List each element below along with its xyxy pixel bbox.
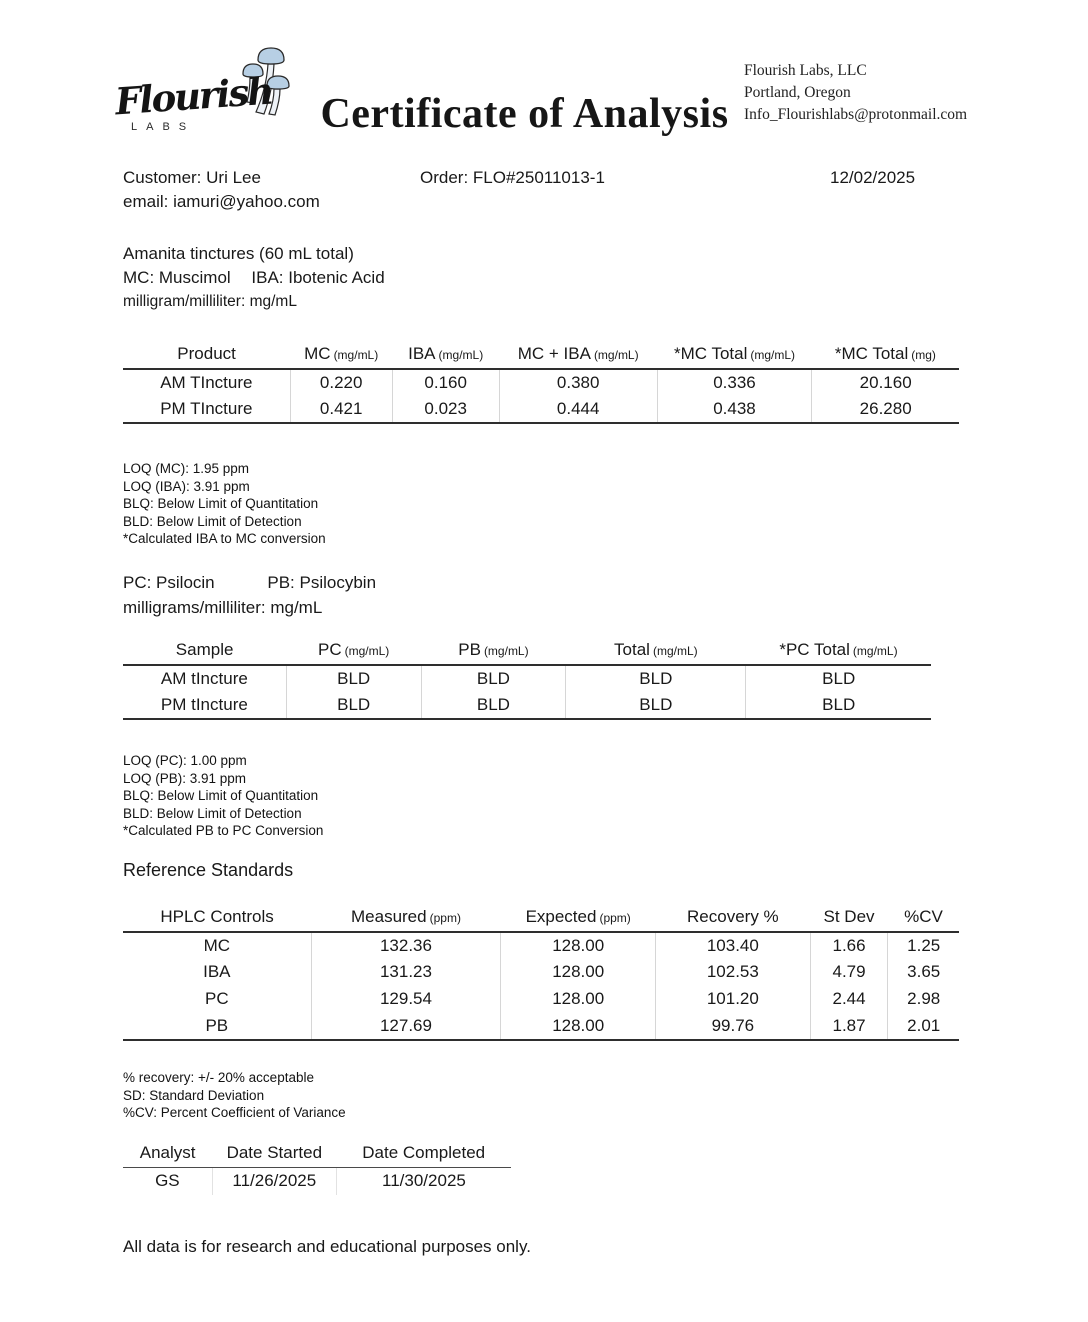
customer-name: Customer: Uri Lee (123, 168, 261, 187)
table-cell: PC (204, 989, 229, 1009)
table-cell: 128.00 (501, 1013, 656, 1040)
table-cell: PM tIncture (123, 692, 286, 719)
lab-email: Info_Flourishlabs@protonmail.com (744, 106, 968, 123)
iba-abbreviation: IBA: Ibotenic Acid (251, 268, 385, 287)
logo-brand-text: Flourish (113, 68, 274, 124)
table-header-row (123, 340, 959, 369)
psilocybin-intro (123, 570, 958, 620)
units-note: milligrams/milliliter: mg/mL (123, 597, 323, 617)
table-cell: 129.54 (311, 986, 501, 1013)
psilocybin-results-table (123, 636, 931, 720)
column-header: Sample (123, 636, 286, 665)
table-header-row (123, 1140, 511, 1168)
cv-note: %CV: Percent Coefficient of Variance (123, 1105, 346, 1121)
table-cell: 0.220 (290, 369, 392, 396)
lab-contact-block (744, 58, 968, 126)
table-cell: 0.336 (657, 369, 812, 396)
loq-note: *Calculated IBA to MC conversion (123, 531, 326, 547)
abbreviation-key (123, 570, 958, 595)
column-header: HPLC Controls (123, 903, 311, 932)
tincture-notes (123, 460, 958, 548)
table-cell: 128.00 (501, 986, 656, 1013)
table-cell: 0.023 (392, 396, 499, 423)
table-row (123, 1168, 511, 1195)
column-header: *MC Total (mg/mL) (657, 340, 812, 369)
table-cell: 131.23 (311, 959, 501, 986)
loq-note: BLQ: Below Limit of Quantitation (123, 496, 319, 512)
loq-note: LOQ (MC): 1.95 ppm (123, 461, 250, 476)
loq-note: *Calculated PB to PC Conversion (123, 823, 324, 839)
table-cell: 2.44 (810, 986, 888, 1013)
loq-note: BLD: Below Limit of Detection (123, 513, 302, 529)
loq-note: LOQ (IBA): 3.91 ppm (123, 478, 250, 494)
page-title: Certificate of Analysis (320, 91, 729, 137)
table-cell: 0.444 (499, 396, 657, 423)
header (113, 58, 968, 138)
column-header: PB (mg/mL) (421, 636, 566, 665)
table-cell: MC (203, 935, 231, 955)
table-row (123, 369, 959, 396)
pc-abbreviation: PC: Psilocin (123, 572, 215, 592)
table-cell: 1.25 (888, 932, 959, 959)
order-number: Order: FLO#25011013-1 (420, 168, 605, 187)
table-cell: 132.36 (311, 932, 501, 959)
table-header-row (123, 903, 959, 932)
recovery-note: % recovery: +/- 20% acceptable (123, 1069, 314, 1085)
table-cell: 128.00 (501, 932, 656, 959)
table-cell: IBA (203, 962, 231, 982)
column-header: Product (123, 340, 290, 369)
analyst-initials: GS (155, 1171, 180, 1191)
table-cell: 128.00 (501, 959, 656, 986)
column-header: PC (mg/mL) (286, 636, 421, 665)
column-header: %CV (888, 903, 959, 932)
lab-location: Portland, Oregon (744, 84, 851, 101)
column-header: *MC Total (mg) (812, 340, 959, 369)
table-cell: 1.87 (810, 1013, 888, 1040)
column-header: Analyst (123, 1140, 212, 1168)
date-completed: 11/30/2025 (336, 1168, 511, 1195)
lab-company-name: Flourish Labs, LLC (744, 62, 867, 79)
table-cell: 26.280 (812, 396, 959, 423)
table-cell: 3.65 (888, 959, 959, 986)
pb-abbreviation: PB: Psilocybin (267, 572, 377, 592)
hplc-controls-table (123, 903, 959, 1041)
disclaimer-text: All data is for research and educational purposes only. (123, 1236, 531, 1256)
column-header: Expected (ppm) (501, 903, 656, 932)
table-cell: 102.53 (656, 959, 811, 986)
table-cell: 4.79 (810, 959, 888, 986)
table-row (123, 959, 959, 986)
table-cell: AM tIncture (160, 668, 248, 688)
sd-note: SD: Standard Deviation (123, 1087, 265, 1103)
table-cell: BLD (746, 692, 931, 719)
table-cell: 0.380 (499, 369, 657, 396)
sample-description: Amanita tinctures (60 mL total) (123, 244, 354, 263)
report-date: 12/02/2025 (830, 168, 916, 187)
table-row (123, 932, 959, 959)
table-cell: 99.76 (656, 1013, 811, 1040)
order-info (123, 166, 958, 214)
analyst-table (123, 1140, 511, 1195)
mc-abbreviation: MC: Muscimol (123, 268, 231, 287)
table-cell: 0.421 (290, 396, 392, 423)
customer-email: email: iamuri@yahoo.com (123, 192, 320, 211)
column-header: MC + IBA (mg/mL) (499, 340, 657, 369)
table-cell: BLD (286, 665, 421, 692)
column-header: Date Started (212, 1140, 336, 1168)
column-header: IBA (mg/mL) (392, 340, 499, 369)
tincture-results-table (123, 340, 959, 424)
table-cell: BLD (286, 692, 421, 719)
reference-standards-heading: Reference Standards (123, 859, 294, 880)
table-cell: 127.69 (311, 1013, 501, 1040)
units-note: milligram/milliliter: mg/mL (123, 293, 297, 310)
column-header: Recovery % (656, 903, 811, 932)
table-cell: 101.20 (656, 986, 811, 1013)
table-cell: 0.438 (657, 396, 812, 423)
table-cell: BLD (746, 665, 931, 692)
column-header: Measured (ppm) (311, 903, 501, 932)
loq-note: BLQ: Below Limit of Quantitation (123, 788, 319, 804)
flourish-labs-logo (115, 58, 305, 133)
logo-labs-text: LABS (131, 121, 196, 133)
date-started: 11/26/2025 (212, 1168, 336, 1195)
customer-block (123, 166, 420, 214)
table-cell: BLD (421, 665, 566, 692)
column-header: Total (mg/mL) (566, 636, 746, 665)
table-cell: 20.160 (812, 369, 959, 396)
table-row (123, 986, 959, 1013)
table-cell: 2.01 (888, 1013, 959, 1040)
table-cell: BLD (566, 665, 746, 692)
column-header: Date Completed (336, 1140, 511, 1168)
table-cell: BLD (566, 692, 746, 719)
table-cell: 0.160 (392, 369, 499, 396)
table-cell: PM TIncture (123, 396, 290, 423)
table-row (123, 665, 931, 692)
psilocybin-notes (123, 752, 958, 840)
table-cell: 1.66 (810, 932, 888, 959)
table-row (123, 1013, 959, 1040)
table-cell: BLD (421, 692, 566, 719)
table-row (123, 692, 931, 719)
table-cell: PB (123, 1013, 311, 1040)
table-row (123, 396, 959, 423)
hplc-notes (123, 1069, 958, 1122)
abbreviation-key (123, 266, 958, 290)
column-header: St Dev (810, 903, 888, 932)
loq-note: LOQ (PC): 1.00 ppm (123, 752, 247, 768)
loq-note: LOQ (PB): 3.91 ppm (123, 770, 247, 786)
table-header-row (123, 636, 931, 665)
column-header: *PC Total (mg/mL) (746, 636, 931, 665)
sample-description-block (123, 242, 958, 314)
table-cell: AM TIncture (160, 373, 253, 392)
column-header: MC (mg/mL) (290, 340, 392, 369)
table-cell: 2.98 (888, 986, 959, 1013)
loq-note: BLD: Below Limit of Detection (123, 805, 302, 821)
table-cell: 103.40 (656, 932, 811, 959)
